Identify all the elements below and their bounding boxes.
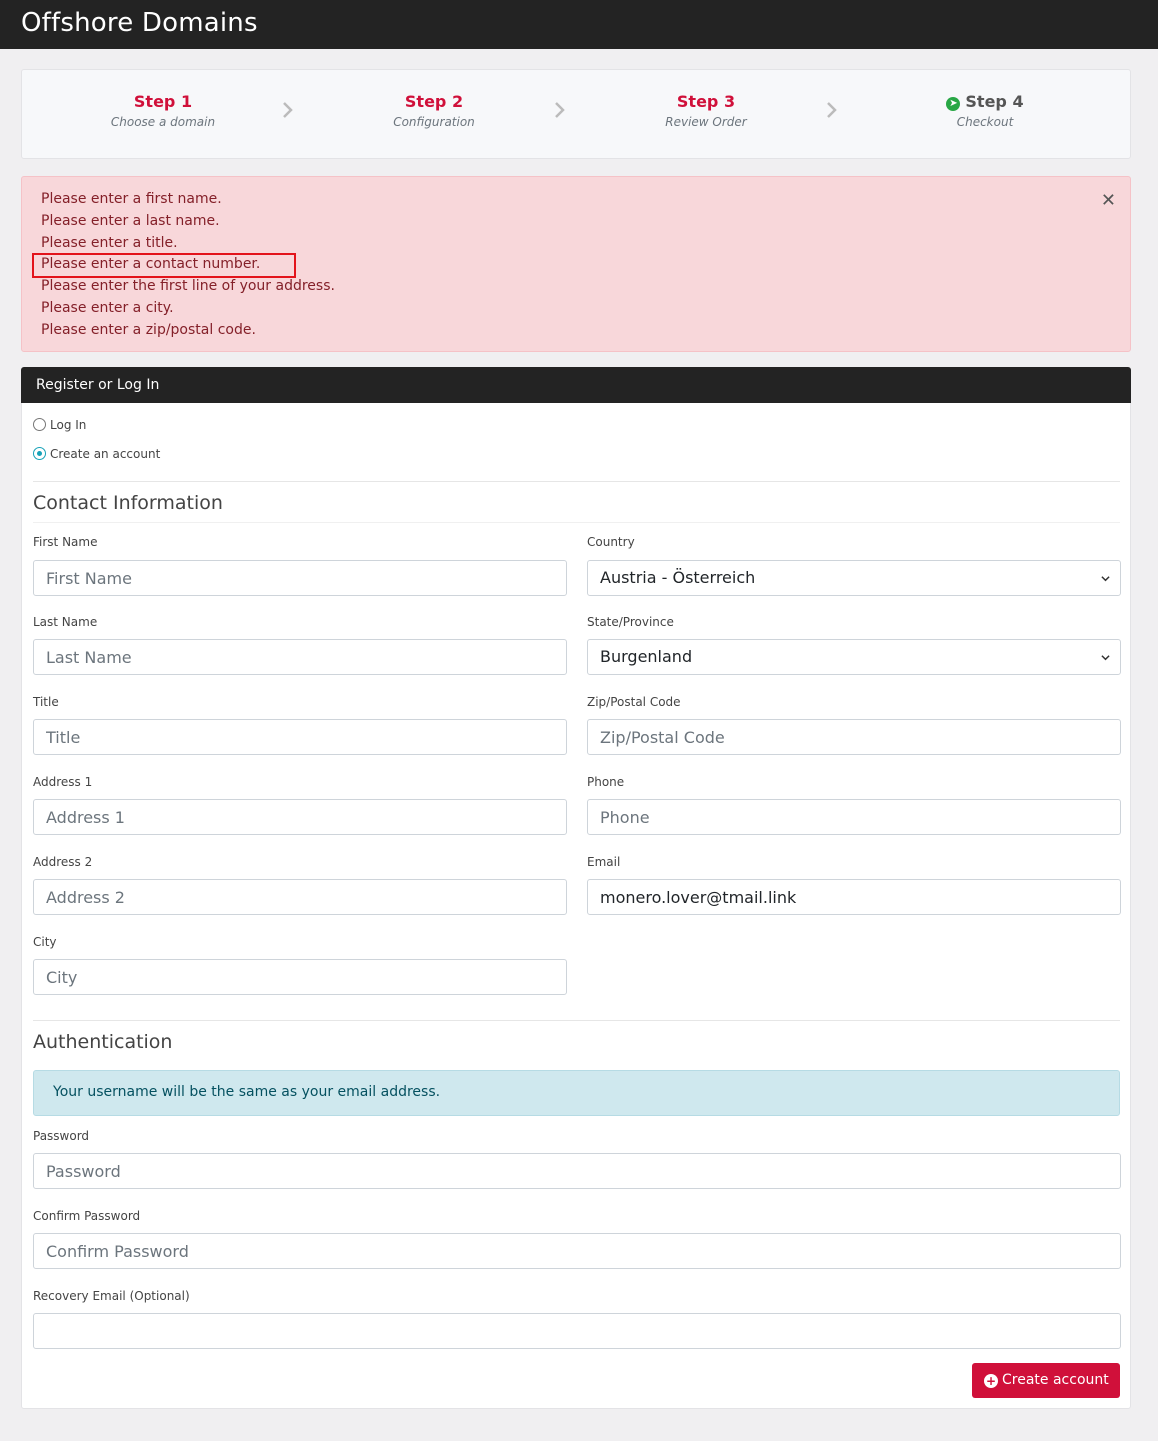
- country-value: Austria - Österreich: [600, 568, 756, 587]
- step-3[interactable]: [606, 92, 806, 129]
- recovery-email-label: Recovery Email (Optional): [33, 1289, 190, 1303]
- brand-title[interactable]: Offshore Domains: [21, 8, 258, 38]
- state-value: Burgenland: [600, 647, 693, 666]
- create-account-option[interactable]: [33, 447, 160, 461]
- step-1-title: Step 1: [133, 92, 193, 111]
- plus-circle-icon: +: [985, 1374, 997, 1388]
- create-account-button-label: Create account: [1002, 1372, 1109, 1388]
- country-label: Country: [587, 535, 635, 549]
- first-name-input[interactable]: [33, 560, 567, 596]
- login-label: Log In: [50, 418, 87, 432]
- phone-label: Phone: [587, 775, 625, 789]
- confirm-password-input[interactable]: [33, 1233, 1121, 1269]
- step-3-subtitle: Review Order: [665, 115, 747, 129]
- address2-label: Address 2: [33, 855, 93, 869]
- address1-input[interactable]: [33, 799, 567, 835]
- chevron-down-icon: [1101, 653, 1110, 662]
- error-item: Please enter a last name.: [41, 212, 220, 229]
- authentication-section-title: Authentication: [33, 1031, 173, 1053]
- chevron-right-icon: [825, 100, 839, 120]
- highlight-box: [32, 253, 296, 278]
- check-circle-icon: ➤: [946, 97, 960, 111]
- step-2[interactable]: [334, 92, 534, 129]
- create-account-button[interactable]: [972, 1363, 1120, 1398]
- error-alert: [21, 176, 1131, 352]
- step-1[interactable]: [63, 92, 263, 129]
- confirm-password-label: Confirm Password: [33, 1209, 141, 1223]
- step-3-title: Step 3: [676, 92, 736, 111]
- top-bar: [0, 0, 1158, 49]
- last-name-input[interactable]: [33, 639, 567, 675]
- step-4: [885, 92, 1085, 129]
- first-name-label: First Name: [33, 535, 98, 549]
- title-label: Title: [33, 695, 59, 709]
- step-2-subtitle: Configuration: [393, 115, 475, 129]
- chevron-down-icon: [1101, 574, 1110, 583]
- divider: [33, 481, 1120, 482]
- zip-label: Zip/Postal Code: [587, 695, 681, 709]
- address1-label: Address 1: [33, 775, 93, 789]
- divider: [33, 1020, 1120, 1021]
- password-label: Password: [33, 1129, 90, 1143]
- login-option[interactable]: [33, 418, 86, 432]
- city-input[interactable]: [33, 959, 567, 995]
- username-info-alert: Your username will be the same as your email address.: [33, 1070, 1120, 1116]
- phone-input[interactable]: [587, 799, 1121, 835]
- chevron-right-icon: [281, 100, 295, 120]
- error-item: Please enter a title.: [41, 234, 178, 251]
- error-item: Please enter a zip/postal code.: [41, 321, 256, 338]
- step-2-title: Step 2: [404, 92, 464, 111]
- zip-input[interactable]: [587, 719, 1121, 755]
- divider: [33, 522, 1120, 523]
- create-account-label: Create an account: [50, 447, 161, 461]
- recovery-email-input[interactable]: [33, 1313, 1121, 1349]
- step-4-subtitle: Checkout: [956, 115, 1014, 129]
- state-select[interactable]: [587, 639, 1121, 675]
- error-item: Please enter a first name.: [41, 191, 222, 207]
- last-name-label: Last Name: [33, 615, 98, 629]
- close-icon[interactable]: ✕: [1100, 190, 1116, 211]
- panel-title: Register or Log In: [21, 367, 1131, 403]
- create-account-radio[interactable]: [33, 447, 46, 460]
- error-item: Please enter a city.: [41, 299, 174, 316]
- state-label: State/Province: [587, 615, 674, 629]
- step-1-subtitle: Choose a domain: [110, 115, 216, 129]
- contact-section-title: Contact Information: [33, 492, 223, 514]
- login-radio[interactable]: [33, 418, 46, 431]
- chevron-right-icon: [553, 100, 567, 120]
- password-input[interactable]: [33, 1153, 1121, 1189]
- email-label: Email: [587, 855, 621, 869]
- title-input[interactable]: [33, 719, 567, 755]
- city-label: City: [33, 935, 57, 949]
- country-select[interactable]: [587, 560, 1121, 596]
- address2-input[interactable]: [33, 879, 567, 915]
- error-item: Please enter a contact number.: [41, 256, 261, 273]
- checkout-steps: [21, 69, 1131, 159]
- step-4-title: Step 4: [965, 92, 1024, 111]
- register-panel: [21, 367, 1131, 1409]
- error-item: Please enter the first line of your address.: [41, 278, 335, 295]
- email-input[interactable]: [587, 879, 1121, 915]
